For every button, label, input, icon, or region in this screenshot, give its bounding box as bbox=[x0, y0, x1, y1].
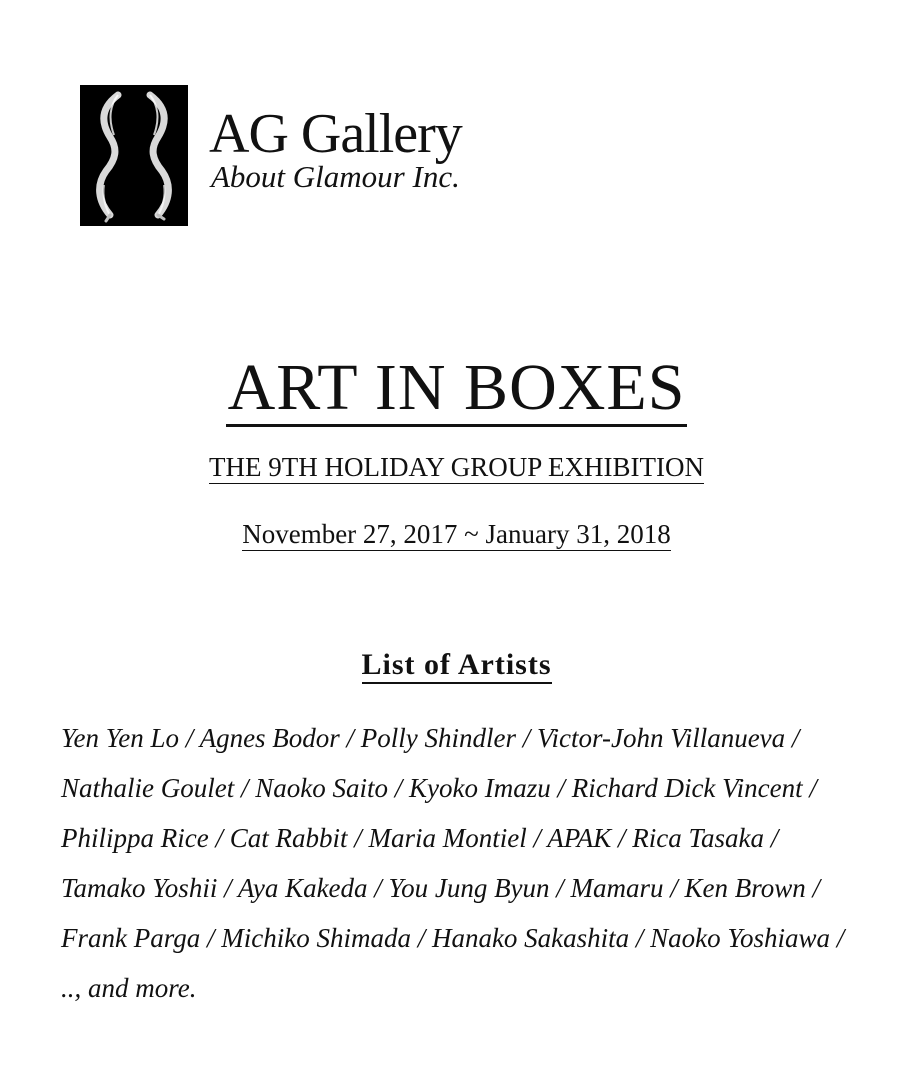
figure-eight-sculpture-icon bbox=[80, 85, 188, 226]
gallery-logo bbox=[80, 85, 188, 226]
exhibition-dates: November 27, 2017 ~ January 31, 2018 bbox=[242, 519, 671, 549]
artist-list-line: Yen Yen Lo / Agnes Bodor / Polly Shindler / Victor-John Villanueva / bbox=[61, 723, 800, 753]
artists-heading-row bbox=[0, 648, 913, 684]
artist-list-line: Tamako Yoshii / Aya Kakeda / You Jung Byun / Mamaru / Ken Brown / bbox=[61, 873, 821, 903]
artists-heading: List of Artists bbox=[362, 648, 552, 684]
gallery-name: AG Gallery bbox=[209, 103, 462, 165]
exhibition-subtitle: THE 9TH HOLIDAY GROUP EXHIBITION bbox=[209, 452, 704, 482]
artist-list-line: Nathalie Goulet / Naoko Saito / Kyoko Imazu / Richard Dick Vincent / bbox=[61, 773, 817, 803]
artist-list-line: Philippa Rice / Cat Rabbit / Maria Montiel / APAK / Rica Tasaka / bbox=[61, 823, 779, 853]
exhibition-title: ART IN BOXES bbox=[226, 352, 688, 427]
gallery-subtitle: About Glamour Inc. bbox=[211, 159, 460, 194]
artist-list-line: .., and more. bbox=[61, 973, 197, 1003]
exhibition-dates-row bbox=[0, 518, 913, 551]
artist-list-line: Frank Parga / Michiko Shimada / Hanako Sakashita / Naoko Yoshiawa / bbox=[61, 923, 845, 953]
exhibition-subtitle-row bbox=[0, 451, 913, 484]
exhibition-title-row bbox=[0, 352, 913, 427]
gallery-name-block bbox=[209, 104, 462, 192]
artist-list bbox=[61, 715, 881, 1015]
